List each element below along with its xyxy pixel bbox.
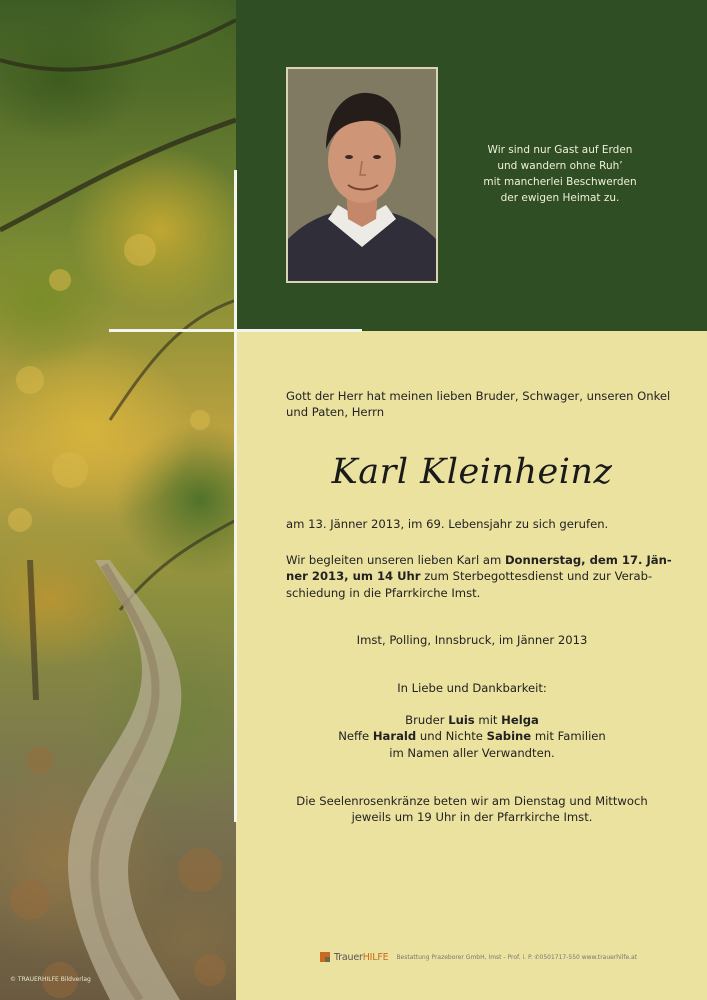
footer-contact-info: Bestattung Prazeborer GmbH, Imst - Prof. i. P. ✆0501717-550 www.trauerhilfe.at [396,953,638,961]
forest-path-illustration [0,0,236,1000]
service-announcement [286,552,672,601]
mourners-list [286,712,658,761]
portrait-photo [286,67,438,283]
rosary-line: jeweils um 19 Uhr in der Pfarrkirche Imst. [351,810,593,825]
intro-text [286,388,671,421]
death-date-text: am 13. Jänner 2013, im 69. Lebensjahr zu sich gerufen. [286,517,609,531]
mourner-line: Bruder Luis mit Helga [405,713,539,727]
deceased-name: Karl Kleinheinz [331,452,613,492]
trauerhilfe-logo-icon [320,952,330,962]
mourner-line: Neffe Harald und Nichte Sabine mit Familien [338,729,606,744]
verse-line: Wir sind nur Gast auf Erden [487,144,633,156]
verse-line: der ewigen Heimat zu. [500,192,620,204]
service-text: schiedung in die Pfarrkirche Imst. [286,585,481,600]
rosary-notice [286,793,658,826]
verse-line: mit mancherlei Beschwerden [483,176,637,188]
mourner-line: im Namen aller Verwandten. [389,745,555,760]
cross-horizontal-beam [109,329,362,332]
cross-vertical-beam [234,170,237,822]
service-time-bold: ner 2013, um 14 Uhr [286,569,421,584]
verse-line: und wandern ohne Ruh’ [497,160,623,172]
memorial-verse [470,142,650,206]
service-text: Wir begleiten unseren lieben Karl am [286,553,505,567]
place-date: Imst, Polling, Innsbruck, im Jänner 2013 [356,633,588,647]
gratitude-line: In Liebe und Dankbarkeit: [397,681,547,695]
portrait-illustration [288,69,436,281]
footer [320,950,637,964]
logo-wordmark: TrauerHILFE [334,951,389,963]
service-text: zum Sterbegottesdienst und zur Verab- [420,569,653,584]
service-date-bold: Donnerstag, dem 17. Jän- [504,553,672,567]
intro-line: Gott der Herr hat meinen lieben Bruder, Schwager, unseren Onkel [286,389,671,403]
photo-copyright: © TRAUERHILFE Bildverlag [10,976,91,983]
forest-path-photo [0,0,236,1000]
intro-line: und Paten, Herrn [286,405,385,420]
rosary-line: Die Seelenrosenkränze beten wir am Dienstag und Mittwoch [296,794,648,808]
